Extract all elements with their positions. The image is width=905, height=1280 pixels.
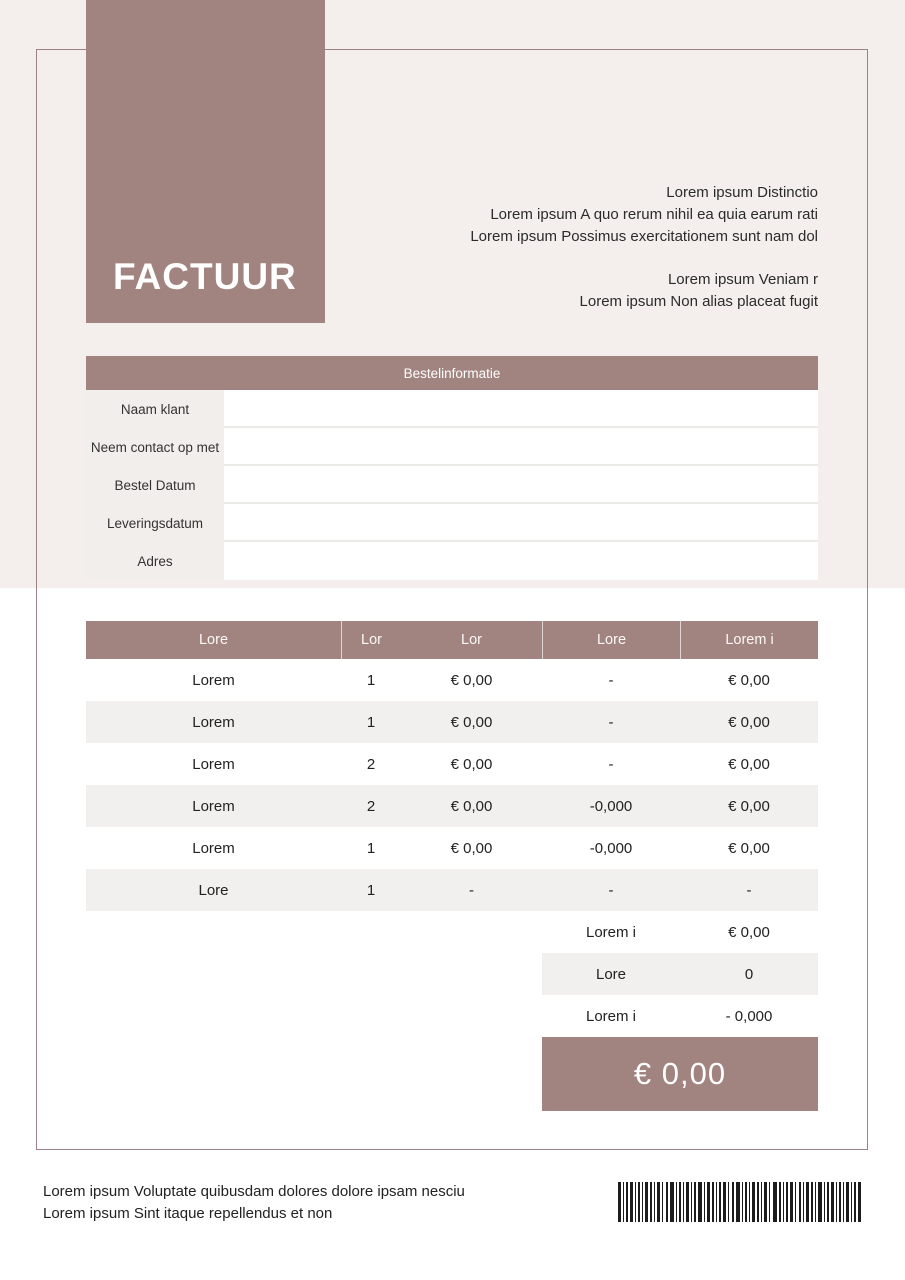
cell-description: Lorem	[192, 839, 235, 857]
cell-discount: -	[608, 671, 614, 689]
sender-line: Lorem ipsum A quo rerum nihil ea quia earum rati	[490, 206, 818, 223]
summary-row-tax	[542, 953, 818, 995]
order-field-row	[86, 390, 818, 428]
cell-discount: -	[608, 881, 614, 899]
cell-price: -	[469, 881, 474, 899]
cell-total: € 0,00	[728, 713, 770, 731]
field-label-bestel-datum: Bestel Datum	[86, 466, 224, 504]
cell-total: -	[746, 881, 752, 899]
cell-qty: 1	[366, 713, 376, 731]
footer-notes	[43, 1181, 465, 1224]
summary-label: Lorem i	[585, 1007, 637, 1025]
column-header-description: Lore	[198, 632, 229, 648]
order-field-row	[86, 428, 818, 466]
cell-qty: 2	[366, 755, 376, 773]
grand-total	[542, 1037, 818, 1111]
cell-discount: -0,000	[589, 839, 633, 857]
order-field-row	[86, 466, 818, 504]
bestel-datum-input[interactable]	[224, 466, 818, 504]
column-header-discount: Lore	[542, 621, 680, 659]
cell-price: € 0,00	[450, 713, 493, 731]
table-row	[86, 869, 818, 911]
cell-description: Lorem	[192, 713, 235, 731]
naam-klant-input[interactable]	[224, 390, 818, 428]
column-header-total: Lorem i	[680, 621, 818, 659]
brand-block	[86, 0, 325, 323]
field-label-contact: Neem contact op met	[86, 428, 224, 466]
summary-section	[542, 911, 818, 1037]
field-label-leveringsdatum: Leveringsdatum	[86, 504, 224, 542]
table-row	[86, 701, 818, 743]
order-info-header: Bestelinformatie	[86, 356, 818, 390]
adres-input[interactable]	[224, 542, 818, 580]
sender-info	[470, 182, 818, 313]
table-row	[86, 827, 818, 869]
order-field-row	[86, 504, 818, 542]
cell-description: Lorem	[192, 755, 235, 773]
order-info-fields	[86, 390, 818, 580]
sender-line: Lorem ipsum Possimus exercitationem sunt nam dol	[470, 228, 818, 245]
cell-qty: 1	[366, 881, 376, 899]
grand-total-amount: € 0,00	[633, 1056, 727, 1091]
cell-price: € 0,00	[450, 839, 493, 857]
cell-total: € 0,00	[728, 671, 770, 689]
page-title: FACTUUR	[113, 256, 297, 297]
cell-discount: -	[608, 713, 614, 731]
summary-value: - 0,000	[725, 1007, 773, 1025]
items-table-header	[86, 621, 818, 659]
cell-discount: -	[608, 755, 614, 773]
sender-line: Lorem ipsum Distinctio	[666, 184, 818, 201]
cell-discount: -0,000	[589, 797, 633, 815]
column-header-price: Lor	[461, 632, 482, 648]
summary-row-subtotal	[542, 911, 818, 953]
sender-line: Lorem ipsum Non alias placeat fugit	[579, 293, 818, 310]
summary-label: Lorem i	[585, 923, 637, 941]
barcode-image	[618, 1182, 863, 1222]
cell-qty: 1	[366, 839, 376, 857]
table-row	[86, 785, 818, 827]
summary-value: € 0,00	[728, 923, 770, 941]
footer-line: Lorem ipsum Voluptate quibusdam dolores dolore ipsam nesciu	[43, 1183, 465, 1200]
cell-total: € 0,00	[728, 797, 770, 815]
cell-price: € 0,00	[450, 755, 493, 773]
summary-label: Lore	[595, 965, 627, 983]
table-row	[86, 659, 818, 701]
cell-price: € 0,00	[450, 797, 493, 815]
column-header-qty: Lor	[341, 621, 401, 659]
cell-description: Lore	[198, 881, 229, 899]
cell-qty: 2	[366, 797, 376, 815]
footer-line: Lorem ipsum Sint itaque repellendus et non	[43, 1204, 333, 1222]
table-row	[86, 743, 818, 785]
cell-description: Lorem	[192, 797, 235, 815]
cell-description: Lorem	[192, 671, 235, 689]
field-label-naam-klant: Naam klant	[86, 390, 224, 428]
items-table	[86, 621, 818, 911]
leveringsdatum-input[interactable]	[224, 504, 818, 542]
field-label-adres: Adres	[86, 542, 224, 580]
cell-price: € 0,00	[450, 671, 493, 689]
cell-qty: 1	[366, 671, 376, 689]
summary-row-discount	[542, 995, 818, 1037]
sender-line: Lorem ipsum Veniam r	[667, 271, 818, 288]
contact-input[interactable]	[224, 428, 818, 466]
cell-total: € 0,00	[728, 839, 770, 857]
order-field-row	[86, 542, 818, 580]
cell-total: € 0,00	[728, 755, 770, 773]
summary-value: 0	[744, 965, 754, 983]
